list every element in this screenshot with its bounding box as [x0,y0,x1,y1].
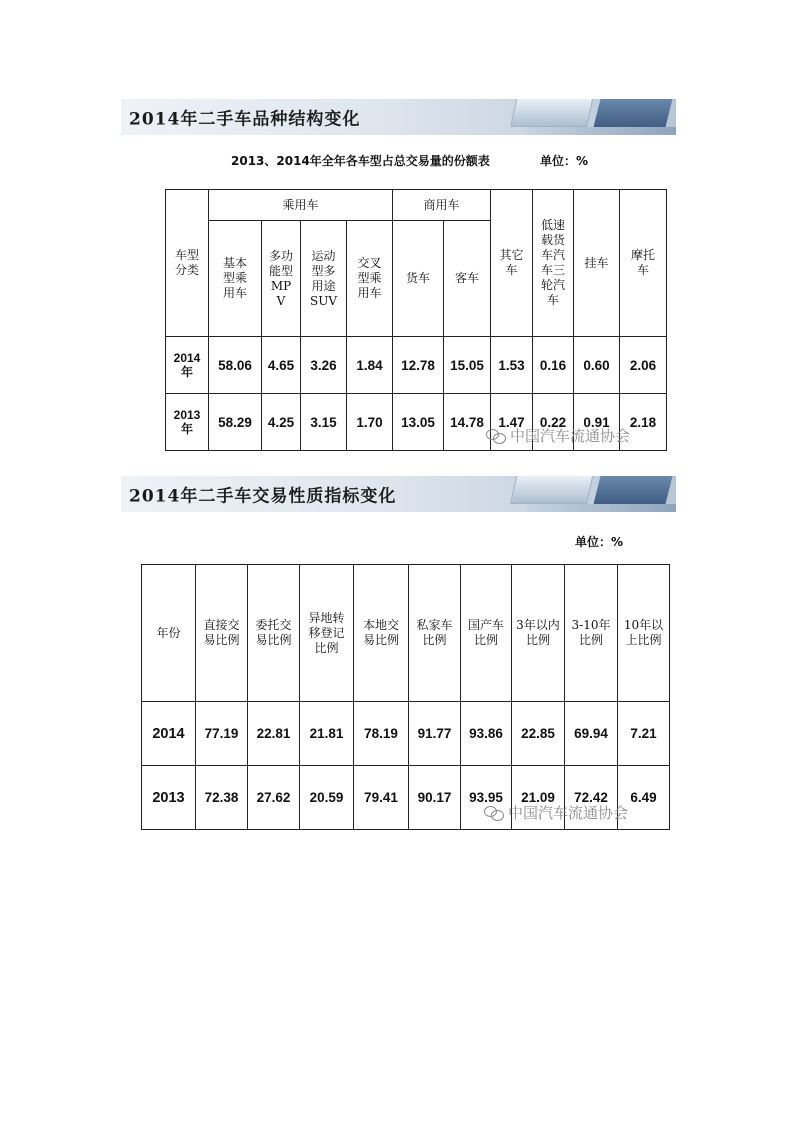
banner-decoration [510,476,595,504]
table-row [166,337,667,394]
col-header-trailer: 挂车 [574,190,620,337]
cell-value: 13.05 [393,394,444,451]
cell-value: 27.62 [248,766,300,830]
cell-value: 1.47 [491,394,533,451]
cell-value: 0.91 [574,394,620,451]
col-label-basic: 基本型乘用车 [222,256,247,300]
col-header [461,565,512,702]
col-header [196,565,248,702]
table-row [142,702,670,766]
col-header [354,565,409,702]
cell-value: 58.29 [209,394,262,451]
col-label-other: 其它车 [499,248,524,277]
banner-decoration [510,99,595,127]
col-header [300,565,354,702]
section2-title: 2014年二手车交易性质指标变化 [129,486,397,507]
col-header [248,565,300,702]
cell-value: 79.41 [354,766,409,830]
cell-value: 4.65 [262,337,301,394]
cell-value: 20.59 [300,766,354,830]
cell-value: 1.53 [491,337,533,394]
col-label-moto: 摩托车 [631,248,656,277]
cell-value: 0.16 [533,337,574,394]
watermark-text: 中国汽车流通协会 [510,427,631,445]
cell-value: 15.05 [444,337,491,394]
cell-value: 1.70 [347,394,393,451]
cell-value: 58.06 [209,337,262,394]
passenger-group-header: 乘用车 [209,190,393,221]
col-header-suv [301,221,347,337]
cell-value: 90.17 [409,766,461,830]
row-year: 2013 [142,766,196,830]
commercial-group-header: 商用车 [393,190,491,221]
section2-banner [121,476,676,512]
col-label-suv: 运动型多用途SUV [310,248,337,308]
row-year-label: 2013年 [173,408,201,436]
cell-value: 78.19 [354,702,409,766]
col-label: 国产车比例 [467,618,504,647]
row-year: 2014 [142,702,196,766]
cell-value: 21.81 [300,702,354,766]
watermark [486,425,630,446]
cell-value: 77.19 [196,702,248,766]
cell-value: 14.78 [444,394,491,451]
cell-value: 72.42 [565,766,618,830]
col-header [565,565,618,702]
col-header-lowspeed [533,190,574,337]
banner-decoration [526,127,676,135]
col-label: 私家车比例 [416,618,453,647]
wechat-icon [486,428,506,443]
cell-value: 91.77 [409,702,461,766]
row-year [166,394,209,451]
cell-value: 2.06 [620,337,667,394]
cell-value: 0.60 [574,337,620,394]
row-year [166,337,209,394]
cell-value: 1.84 [347,337,393,394]
col-label: 直接交易比例 [203,618,240,647]
col-header-bus: 客车 [444,221,491,337]
col-header-other [491,190,533,337]
cell-value: 22.85 [512,702,565,766]
cell-value: 3.15 [301,394,347,451]
col-label: 本地交易比例 [362,618,399,647]
row-header-cell [166,190,209,337]
vehicle-share-table [165,189,667,451]
col-label: 10年以上比例 [623,618,664,647]
cell-value: 21.09 [512,766,565,830]
table1-unit: 单位：% [540,154,589,168]
cell-value: 7.21 [618,702,670,766]
col-label: 异地转移登记比例 [308,610,345,655]
cell-value: 0.22 [533,394,574,451]
col-label: 3年以内比例 [516,618,560,647]
transaction-nature-table [141,564,670,830]
col-header-truck: 货车 [393,221,444,337]
col-header-basic [209,221,262,337]
cell-value: 12.78 [393,337,444,394]
table1-caption: 2013、2014年全年各车型占总交易量的份额表 [231,154,490,168]
col-header-cross [347,221,393,337]
cell-value: 72.38 [196,766,248,830]
col-header-mpv [262,221,301,337]
cell-value: 4.25 [262,394,301,451]
cell-value: 2.18 [620,394,667,451]
banner-decoration [526,504,676,512]
row-header-label: 车型分类 [174,248,199,277]
section1-banner [121,99,676,135]
col-header [512,565,565,702]
cell-value: 6.49 [618,766,670,830]
wechat-icon [484,805,504,820]
col-header-moto [620,190,667,337]
cell-value: 22.81 [248,702,300,766]
col-label-mpv: 多功能型MPV [268,248,293,308]
col-header [618,565,670,702]
watermark [484,802,628,823]
col-label: 委托交易比例 [255,618,292,647]
section1-title: 2014年二手车品种结构变化 [129,109,361,130]
col-header-year: 年份 [142,565,196,702]
watermark-text: 中国汽车流通协会 [508,804,629,822]
col-label: 3-10年比例 [571,618,611,647]
row-year-label: 2014年 [173,351,201,379]
table2-unit: 单位：% [575,535,624,549]
cell-value: 69.94 [565,702,618,766]
cell-value: 3.26 [301,337,347,394]
cell-value: 93.95 [461,766,512,830]
col-header [409,565,461,702]
col-label-lowspeed: 低速载货车汽车三轮汽车 [541,218,566,307]
cell-value: 93.86 [461,702,512,766]
col-label-cross: 交叉型乘用车 [357,256,382,300]
